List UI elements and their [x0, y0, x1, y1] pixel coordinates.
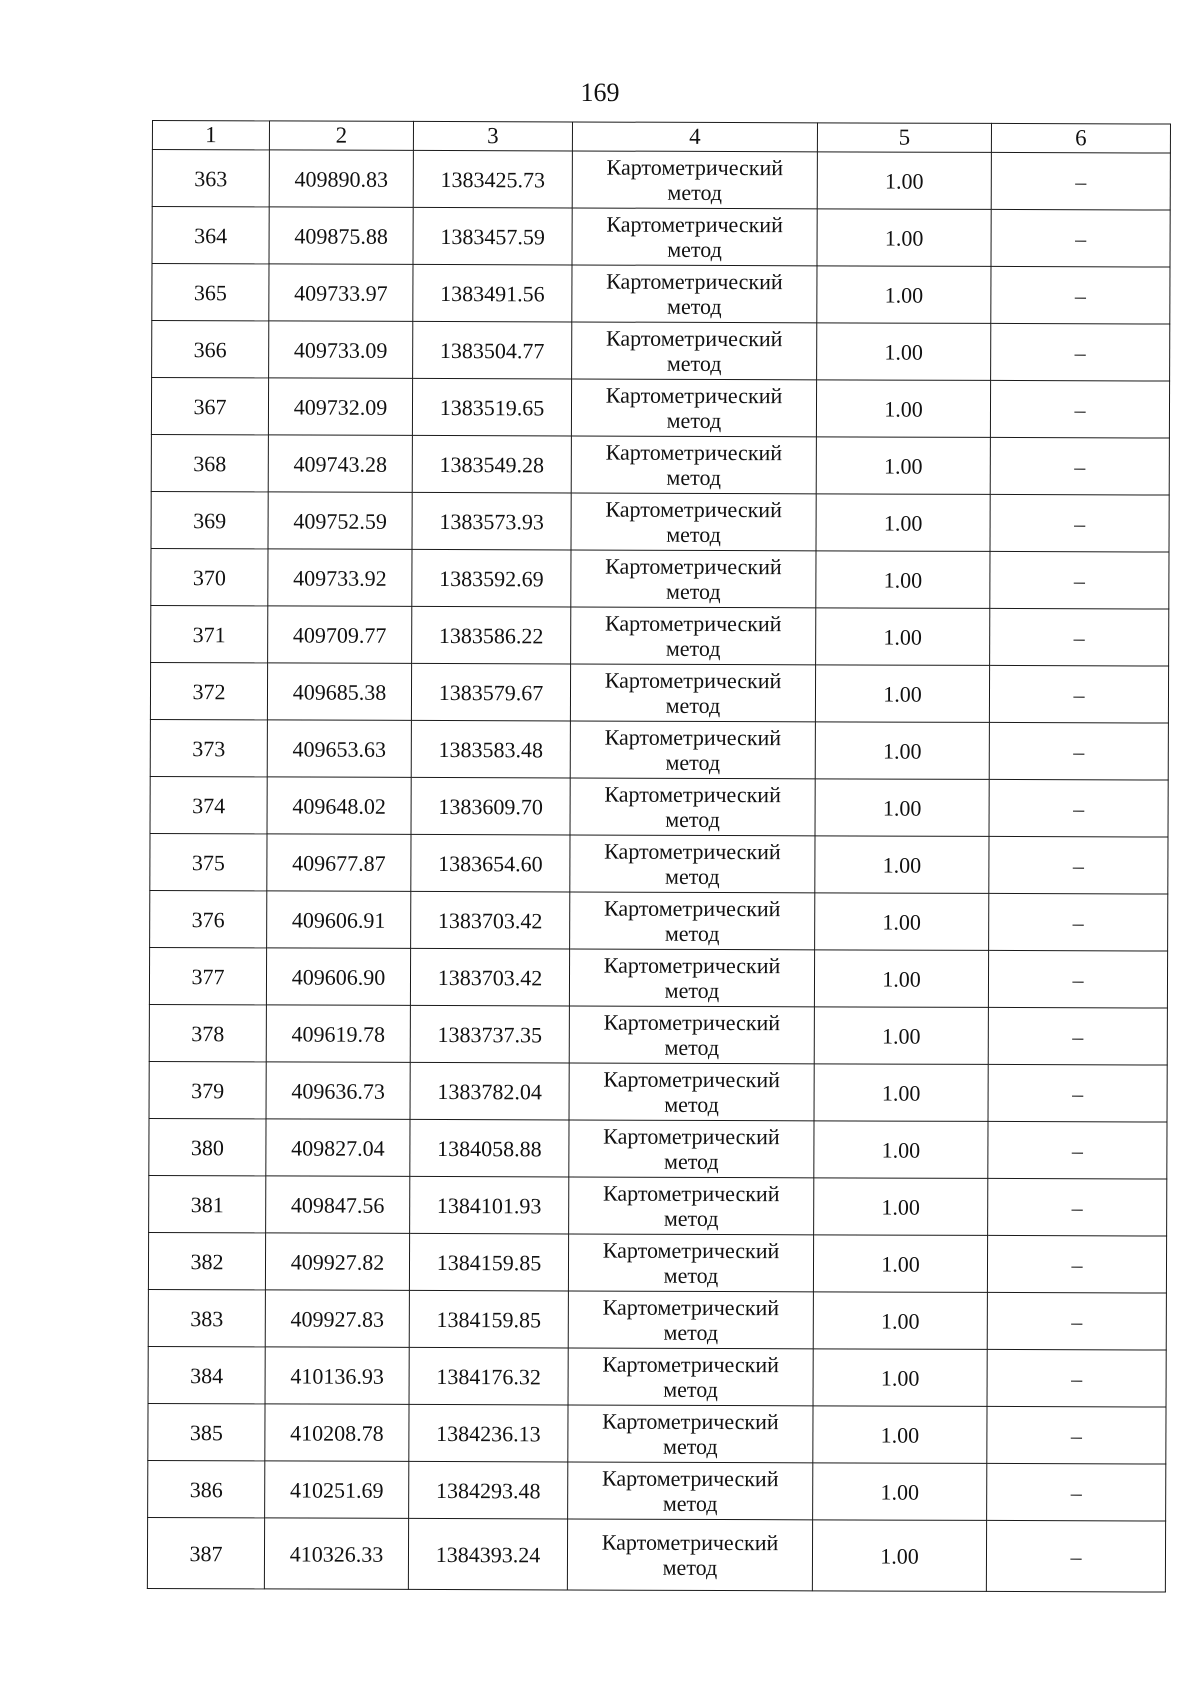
note-cell: –	[990, 494, 1169, 552]
note-cell: –	[987, 1406, 1166, 1464]
y-coordinate-cell: 1384293.48	[409, 1461, 568, 1519]
y-coordinate-cell: 1384236.13	[409, 1404, 568, 1462]
method-line-2: метод	[667, 179, 723, 205]
x-coordinate-cell: 409733.09	[269, 321, 413, 379]
note-cell: –	[987, 1292, 1166, 1350]
accuracy-cell: 1.00	[816, 608, 990, 666]
x-coordinate-cell: 409653.63	[267, 720, 411, 778]
method-line-1: Картометрический	[604, 724, 782, 751]
x-coordinate-cell: 409847.56	[266, 1176, 410, 1234]
point-number-cell: 376	[150, 890, 267, 947]
method-cell	[572, 151, 817, 209]
method-cell	[568, 1348, 813, 1406]
header-col-6: 6	[991, 123, 1170, 153]
table-row	[151, 434, 1169, 495]
table-row	[149, 1004, 1167, 1065]
method-line-1: Картометрический	[605, 496, 782, 523]
point-number-cell: 379	[149, 1061, 266, 1118]
method-line-2: метод	[665, 635, 721, 661]
y-coordinate-cell: 1383425.73	[413, 150, 572, 208]
x-coordinate-cell: 409827.04	[266, 1119, 410, 1177]
method-line-2: метод	[664, 1091, 719, 1117]
method-line-2: метод	[666, 521, 721, 547]
point-number-cell: 387	[147, 1517, 264, 1588]
accuracy-cell: 1.00	[816, 437, 990, 495]
table-row	[150, 719, 1168, 780]
method-cell	[568, 1405, 813, 1463]
point-number-cell: 363	[152, 150, 269, 207]
method-line-2: метод	[664, 977, 720, 1003]
note-cell: –	[987, 1235, 1166, 1293]
table-row	[151, 548, 1169, 609]
y-coordinate-cell: 1383519.65	[412, 378, 571, 436]
method-line-1: Картометрический	[604, 610, 782, 637]
accuracy-cell: 1.00	[813, 1292, 987, 1350]
point-number-cell: 367	[151, 378, 268, 435]
table-row	[152, 264, 1170, 325]
method-line-2: метод	[664, 1034, 720, 1060]
method-line-1: Картометрический	[603, 1009, 781, 1036]
x-coordinate-cell: 409606.91	[267, 891, 411, 949]
y-coordinate-cell: 1383579.67	[411, 663, 570, 721]
y-coordinate-cell: 1383592.69	[412, 549, 571, 607]
point-number-cell: 384	[148, 1346, 265, 1403]
method-cell	[571, 550, 816, 608]
header-col-3: 3	[413, 121, 572, 151]
x-coordinate-cell: 410251.69	[265, 1461, 409, 1519]
method-cell	[569, 1063, 814, 1121]
table-row	[148, 1403, 1166, 1464]
accuracy-cell: 1.00	[817, 152, 991, 210]
accuracy-cell: 1.00	[814, 1064, 988, 1122]
method-line-2: метод	[665, 806, 720, 832]
point-number-cell: 369	[151, 491, 268, 548]
header-row	[152, 121, 1170, 154]
accuracy-cell: 1.00	[816, 380, 990, 438]
note-cell: –	[990, 380, 1169, 438]
method-line-2: метод	[664, 1148, 719, 1174]
note-cell: –	[988, 1178, 1167, 1236]
method-line-2: метод	[662, 1490, 718, 1516]
note-cell: –	[991, 152, 1170, 210]
method-line-1: Картометрический	[604, 781, 781, 808]
y-coordinate-cell: 1383583.48	[411, 720, 570, 778]
point-number-cell: 386	[148, 1460, 265, 1517]
table-row	[148, 1232, 1166, 1293]
table-row	[151, 378, 1169, 439]
point-number-cell: 377	[149, 947, 266, 1004]
method-line-2: метод	[667, 236, 722, 262]
method-cell	[569, 1120, 814, 1178]
x-coordinate-cell: 409927.82	[265, 1233, 409, 1291]
point-number-cell: 378	[149, 1004, 266, 1061]
y-coordinate-cell: 1383703.42	[410, 948, 569, 1006]
point-number-cell: 385	[148, 1403, 265, 1460]
table-row	[149, 1175, 1167, 1236]
method-line-2: метод	[663, 1205, 719, 1231]
method-line-2: метод	[666, 464, 722, 490]
method-cell	[570, 892, 815, 950]
y-coordinate-cell: 1384176.32	[409, 1347, 568, 1405]
accuracy-cell: 1.00	[815, 893, 989, 951]
note-cell: –	[991, 209, 1170, 267]
method-cell	[569, 1177, 814, 1235]
method-line-1: Картометрический	[605, 325, 783, 352]
method-line-1: Картометрический	[602, 1294, 780, 1321]
y-coordinate-cell: 1383573.93	[412, 492, 571, 550]
method-line-1: Картометрический	[603, 1123, 780, 1150]
y-coordinate-cell: 1383491.56	[413, 264, 572, 322]
table-row	[150, 662, 1168, 723]
method-line-1: Картометрический	[601, 1465, 779, 1492]
accuracy-cell: 1.00	[813, 1463, 987, 1521]
coordinates-table	[147, 120, 1171, 1593]
note-cell: –	[989, 836, 1168, 894]
accuracy-cell: 1.00	[812, 1520, 986, 1592]
method-line-1: Картометрический	[605, 382, 783, 409]
method-line-2: метод	[663, 1319, 719, 1345]
table-row	[149, 1061, 1167, 1122]
method-line-2: метод	[663, 1376, 718, 1402]
point-number-cell: 380	[149, 1118, 266, 1175]
point-number-cell: 383	[148, 1289, 265, 1346]
table-body	[147, 150, 1170, 1593]
accuracy-cell: 1.00	[816, 494, 990, 552]
y-coordinate-cell: 1384159.85	[409, 1233, 568, 1291]
note-cell: –	[990, 551, 1169, 609]
method-cell	[572, 265, 817, 323]
method-line-1: Картометрический	[602, 1408, 779, 1435]
header-col-5: 5	[817, 123, 991, 153]
accuracy-cell: 1.00	[816, 551, 990, 609]
page-number: 169	[580, 78, 620, 107]
x-coordinate-cell: 410208.78	[265, 1404, 409, 1462]
method-line-1: Картометрический	[604, 838, 781, 865]
accuracy-cell: 1.00	[815, 779, 989, 837]
method-line-2: метод	[663, 1262, 719, 1288]
note-cell: –	[988, 1007, 1167, 1065]
accuracy-cell: 1.00	[815, 722, 989, 780]
method-line-1: Картометрический	[605, 439, 783, 466]
method-line-1: Картометрический	[602, 1180, 780, 1207]
x-coordinate-cell: 409732.09	[268, 378, 412, 436]
y-coordinate-cell: 1383586.22	[412, 606, 571, 664]
y-coordinate-cell: 1383654.60	[411, 834, 570, 892]
point-number-cell: 372	[150, 662, 267, 719]
note-cell: –	[989, 665, 1168, 723]
method-line-1: Картометрический	[606, 211, 783, 238]
point-number-cell: 366	[152, 321, 269, 378]
note-cell: –	[991, 323, 1170, 381]
point-number-cell: 375	[150, 833, 267, 890]
method-cell	[570, 778, 815, 836]
method-line-1: Картометрический	[603, 1066, 780, 1093]
method-cell	[568, 1234, 813, 1292]
method-cell	[568, 1462, 813, 1520]
point-number-cell: 371	[151, 605, 268, 662]
note-cell: –	[988, 1121, 1167, 1179]
note-cell: –	[989, 779, 1168, 837]
point-number-cell: 381	[149, 1175, 266, 1232]
accuracy-cell: 1.00	[814, 1178, 988, 1236]
method-line-1: Картометрический	[605, 553, 782, 580]
table-row	[150, 890, 1168, 951]
method-cell	[571, 379, 816, 437]
x-coordinate-cell: 409875.88	[269, 207, 413, 265]
method-cell	[568, 1291, 813, 1349]
table-row	[148, 1460, 1166, 1521]
x-coordinate-cell: 409648.02	[267, 777, 411, 835]
method-line-2: метод	[665, 692, 721, 718]
table-row	[152, 321, 1170, 382]
accuracy-cell: 1.00	[814, 1007, 988, 1065]
accuracy-cell: 1.00	[815, 836, 989, 894]
method-line-1: Картометрический	[604, 667, 782, 694]
accuracy-cell: 1.00	[814, 950, 988, 1008]
accuracy-cell: 1.00	[813, 1235, 987, 1293]
point-number-cell: 368	[151, 434, 268, 491]
table-row	[151, 491, 1169, 552]
method-line-2: метод	[664, 920, 720, 946]
accuracy-cell: 1.00	[815, 665, 989, 723]
note-cell: –	[990, 608, 1169, 666]
method-line-1: Картометрический	[602, 1351, 779, 1378]
header-col-1: 1	[152, 121, 269, 150]
x-coordinate-cell: 410326.33	[264, 1518, 408, 1590]
method-line-2: метод	[662, 1554, 718, 1580]
note-cell: –	[990, 437, 1169, 495]
table-row	[149, 1118, 1167, 1179]
x-coordinate-cell: 409733.92	[268, 549, 412, 607]
note-cell: –	[989, 722, 1168, 780]
method-cell	[567, 1519, 812, 1591]
accuracy-cell: 1.00	[817, 266, 991, 324]
method-line-2: метод	[666, 407, 722, 433]
method-line-2: метод	[663, 1433, 718, 1459]
y-coordinate-cell: 1383549.28	[412, 435, 571, 493]
method-line-1: Картометрический	[601, 1529, 779, 1556]
method-cell	[572, 322, 817, 380]
y-coordinate-cell: 1383782.04	[410, 1062, 569, 1120]
point-number-cell: 374	[150, 776, 267, 833]
accuracy-cell: 1.00	[813, 1406, 987, 1464]
method-line-2: метод	[667, 293, 722, 319]
method-cell	[571, 436, 816, 494]
method-line-1: Картометрический	[603, 952, 781, 979]
table-row	[150, 776, 1168, 837]
table-row	[148, 1346, 1166, 1407]
table-row	[152, 207, 1170, 268]
point-number-cell: 364	[152, 207, 269, 264]
method-line-1: Картометрический	[603, 895, 781, 922]
note-cell: –	[986, 1520, 1165, 1592]
table-row	[147, 1517, 1165, 1592]
method-line-1: Картометрический	[606, 154, 784, 181]
point-number-cell: 373	[150, 719, 267, 776]
x-coordinate-cell: 410136.93	[265, 1347, 409, 1405]
table-row	[149, 947, 1167, 1008]
method-line-2: метод	[666, 350, 722, 376]
point-number-cell: 382	[148, 1232, 265, 1289]
method-line-1: Картометрический	[602, 1237, 780, 1264]
y-coordinate-cell: 1384393.24	[408, 1518, 567, 1590]
method-cell	[570, 835, 815, 893]
accuracy-cell: 1.00	[813, 1349, 987, 1407]
y-coordinate-cell: 1384159.85	[409, 1290, 568, 1348]
y-coordinate-cell: 1383457.59	[413, 207, 572, 265]
x-coordinate-cell: 409685.38	[267, 663, 411, 721]
method-line-2: метод	[666, 578, 721, 604]
method-cell	[570, 664, 815, 722]
method-cell	[572, 208, 817, 266]
method-line-1: Картометрический	[606, 268, 783, 295]
x-coordinate-cell: 409743.28	[268, 435, 412, 493]
accuracy-cell: 1.00	[817, 209, 991, 267]
y-coordinate-cell: 1384058.88	[410, 1119, 569, 1177]
note-cell: –	[987, 1349, 1166, 1407]
y-coordinate-cell: 1383609.70	[411, 777, 570, 835]
x-coordinate-cell: 409927.83	[265, 1290, 409, 1348]
note-cell: –	[988, 950, 1167, 1008]
table-row	[148, 1289, 1166, 1350]
method-cell	[571, 493, 816, 551]
x-coordinate-cell: 409709.77	[268, 606, 412, 664]
y-coordinate-cell: 1383703.42	[411, 891, 570, 949]
point-number-cell: 370	[151, 548, 268, 605]
header-col-4: 4	[572, 122, 817, 152]
x-coordinate-cell: 409677.87	[267, 834, 411, 892]
note-cell: –	[987, 1463, 1166, 1521]
accuracy-cell: 1.00	[817, 323, 991, 381]
x-coordinate-cell: 409636.73	[266, 1062, 410, 1120]
point-number-cell: 365	[152, 264, 269, 321]
method-line-2: метод	[665, 749, 721, 775]
y-coordinate-cell: 1383737.35	[410, 1005, 569, 1063]
x-coordinate-cell: 409606.90	[266, 948, 410, 1006]
method-cell	[569, 949, 814, 1007]
note-cell: –	[988, 1064, 1167, 1122]
x-coordinate-cell: 409619.78	[266, 1005, 410, 1063]
x-coordinate-cell: 409890.83	[269, 150, 413, 208]
note-cell: –	[991, 266, 1170, 324]
accuracy-cell: 1.00	[814, 1121, 988, 1179]
y-coordinate-cell: 1383504.77	[413, 321, 572, 379]
note-cell: –	[989, 893, 1168, 951]
header-col-2: 2	[269, 121, 413, 151]
table-row	[152, 150, 1170, 211]
method-cell	[571, 607, 816, 665]
y-coordinate-cell: 1384101.93	[410, 1176, 569, 1234]
table-row	[151, 605, 1169, 666]
x-coordinate-cell: 409752.59	[268, 492, 412, 550]
x-coordinate-cell: 409733.97	[269, 264, 413, 322]
method-line-2: метод	[665, 863, 720, 889]
table-row	[150, 833, 1168, 894]
method-cell	[569, 1006, 814, 1064]
method-cell	[570, 721, 815, 779]
